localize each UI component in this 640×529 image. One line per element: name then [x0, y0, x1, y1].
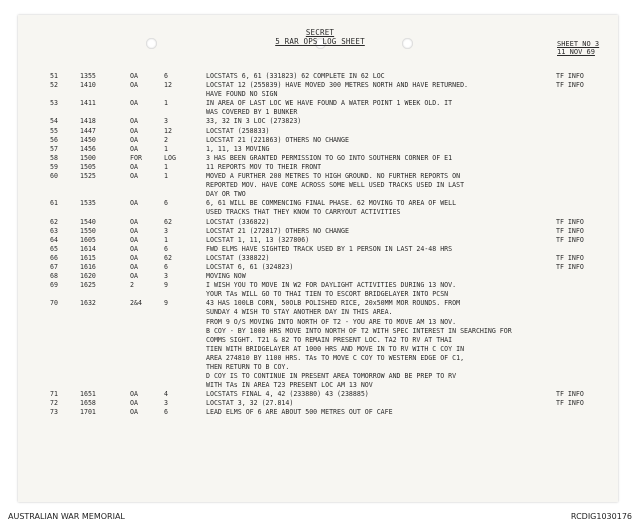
log-row	[0, 345, 640, 354]
to-cell: 4	[164, 390, 168, 399]
serial-number: 57	[50, 144, 58, 153]
from-cell: OA	[130, 126, 138, 135]
log-row	[0, 281, 640, 290]
time-cell: 1355	[80, 72, 96, 80]
serial-number: 52	[50, 81, 58, 90]
to-cell: 62	[164, 253, 172, 262]
sheet-header	[0, 28, 640, 46]
message-text: LOCSTAT 6, 61 (324823)	[206, 262, 294, 271]
log-row	[0, 336, 640, 345]
message-text: LOCSTAT 3, 32 (27.814)	[206, 399, 294, 408]
log-row	[0, 117, 640, 126]
from-cell: OA	[130, 144, 138, 153]
message-text: LOCSTAT 1, 11, 13 (327806)	[206, 235, 310, 244]
to-cell: 3	[164, 272, 168, 281]
time-cell: 1411	[80, 99, 96, 108]
to-cell: 1	[164, 144, 168, 153]
sheet-number	[557, 40, 617, 56]
log-row	[0, 408, 640, 417]
message-text: DAY OR TWO	[206, 190, 246, 199]
time-cell: 1614	[80, 244, 96, 253]
to-cell: 3	[164, 117, 168, 126]
action-cell: TF INFO	[556, 390, 584, 399]
log-row	[0, 272, 640, 281]
serial-number: 71	[50, 390, 58, 399]
time-cell: 1632	[80, 299, 96, 308]
action-cell: TF INFO	[556, 399, 584, 408]
time-cell: 1658	[80, 399, 96, 408]
to-cell: 6	[164, 199, 168, 208]
time-cell: 1550	[80, 226, 96, 235]
to-cell: 62	[164, 217, 172, 226]
log-row	[0, 227, 640, 236]
from-cell: OA	[130, 162, 138, 171]
log-row	[0, 181, 640, 190]
time-cell: 1605	[80, 235, 96, 244]
time-cell: 1540	[80, 217, 96, 226]
log-row	[0, 399, 640, 408]
log-row	[0, 254, 640, 263]
from-cell: FOR	[130, 153, 142, 162]
action-cell: TF INFO	[556, 235, 584, 244]
message-text: 11 REPORTS MOV TO THEIR FRONT	[206, 162, 322, 171]
serial-number: 54	[50, 117, 58, 126]
serial-number: 55	[50, 126, 58, 135]
log-row	[0, 290, 640, 299]
serial-number: 64	[50, 235, 58, 244]
from-cell: OA	[130, 390, 138, 399]
log-row	[0, 263, 640, 272]
footer-source: AUSTRALIAN WAR MEMORIAL	[8, 512, 125, 521]
serial-number: 56	[50, 135, 58, 144]
serial-number: 66	[50, 253, 58, 262]
message-text: 3 HAS BEEN GRANTED PERMISSION TO GO INTO SOUTHERN CORNER OF E1	[206, 153, 453, 162]
serial-number: 62	[50, 217, 58, 226]
message-text: SUNDAY 4 WISH TO STAY ANOTHER DAY IN THIS AREA.	[206, 308, 393, 317]
message-text: COMMS SIGHT. T21 & 82 TO REMAIN PRESENT LOC. TA2 TO RV AT THAI	[206, 335, 453, 344]
message-text: THEN RETURN TO B COY.	[206, 363, 290, 371]
to-cell: 1	[164, 172, 168, 181]
log-row	[0, 372, 640, 381]
serial-number: 60	[50, 172, 58, 181]
time-cell: 1620	[80, 272, 96, 281]
footer-id: RCDIG1030176	[570, 512, 632, 521]
message-text: TIEN WITH BRIDGELAYER AT 1000 HRS AND MOVE IN TO RV WITH C COY IN	[206, 344, 465, 353]
message-text: LOCSTAT 21 (221863) OTHERS NO CHANGE	[206, 135, 349, 144]
message-text: LOCSTAT (336822)	[206, 217, 270, 226]
time-cell: 1418	[80, 117, 96, 126]
action-cell: TF INFO	[556, 253, 584, 262]
message-text: MOVING NOW	[206, 272, 246, 281]
time-cell: 1500	[80, 153, 96, 162]
serial-number: 53	[50, 99, 58, 108]
message-text: LOCSTAT 12 (255839) HAVE MOVED 300 METRES NORTH AND HAVE RETURNED.	[206, 81, 469, 90]
serial-number: 58	[50, 153, 58, 162]
from-cell: OA	[130, 172, 138, 181]
from-cell: OA	[130, 272, 138, 281]
message-text: I WISH YOU TO MOVE IN W2 FOR DAYLIGHT ACTIVITIES DURING 13 NOV.	[206, 281, 457, 290]
time-cell: 1456	[80, 144, 96, 153]
serial-number: 73	[50, 408, 58, 417]
message-text: USED TRACKS THAT THEY KNOW TO CARRYOUT ACTIVITIES	[206, 208, 401, 217]
time-cell: 1447	[80, 126, 96, 135]
from-cell: OA	[130, 135, 138, 144]
to-cell: 2	[164, 135, 168, 144]
message-text: 43 HAS 100LB CORN, 50OLB POLISHED RICE, 20x50MM MOR ROUNDS. FROM	[206, 299, 461, 308]
action-cell: TF INFO	[556, 72, 584, 80]
log-row	[0, 354, 640, 363]
message-text: WITH TAs IN AREA T23 PRESENT LOC AM 13 NOV	[206, 381, 373, 390]
log-row	[0, 108, 640, 117]
message-text: YOUR TAs WILL GO TO THAI TIEN TO ESCORT BRIDGELAYER INTO PCSN	[206, 290, 449, 299]
from-cell: 2&4	[130, 299, 142, 308]
serial-number: 72	[50, 399, 58, 408]
log-row	[0, 81, 640, 90]
message-text: LEAD ELMS OF 6 ARE ABOUT 500 METRES OUT OF CAFE	[206, 408, 393, 417]
serial-number: 63	[50, 226, 58, 235]
log-row	[0, 236, 640, 245]
log-row	[0, 154, 640, 163]
serial-number: 70	[50, 299, 58, 308]
from-cell: OA	[130, 217, 138, 226]
log-row	[0, 308, 640, 317]
action-cell: TF INFO	[556, 226, 584, 235]
log-row	[0, 381, 640, 390]
message-text: LOCSTATS FINAL 4, 42 (233880) 43 (238885)	[206, 390, 369, 399]
from-cell: OA	[130, 81, 138, 90]
to-cell: 9	[164, 299, 168, 308]
from-cell: OA	[130, 72, 138, 80]
to-cell: 6	[164, 262, 168, 271]
message-text: D COY IS TO CONTINUE IN PRESENT AREA TOMORROW AND BE PREP TO RV	[206, 372, 457, 381]
time-cell: 1651	[80, 390, 96, 399]
message-text: REPORTED MOV. HAVE COME ACROSS SOME WELL USED TRACKS USED IN LAST	[206, 181, 465, 190]
time-cell: 1505	[80, 162, 96, 171]
log-row	[0, 318, 640, 327]
time-cell: 1535	[80, 199, 96, 208]
serial-number: 65	[50, 244, 58, 253]
log-row	[0, 99, 640, 108]
to-cell: 1	[164, 235, 168, 244]
log-row	[0, 127, 640, 136]
message-text: LOCSTAT (338822)	[206, 253, 270, 262]
serial-number: 61	[50, 199, 58, 208]
time-cell: 1525	[80, 172, 96, 181]
log-row	[0, 145, 640, 154]
log-row	[0, 72, 640, 81]
log-row	[0, 199, 640, 208]
from-cell: 2	[130, 281, 134, 290]
to-cell: 3	[164, 399, 168, 408]
message-text: MOVED A FURTHER 200 METRES TO HIGH GROUND. NO FURTHER REPORTS ON	[206, 172, 461, 181]
time-cell: 1701	[80, 408, 96, 417]
from-cell: OA	[130, 199, 138, 208]
message-text: WAS COVERED BY 1 BUNKER	[206, 108, 298, 117]
log-row	[0, 245, 640, 254]
from-cell: OA	[130, 117, 138, 126]
serial-number: 67	[50, 262, 58, 271]
message-text: 6, 61 WILL BE COMMENCING FINAL PHASE. 62 MOVING TO AREA OF WELL	[206, 199, 457, 208]
time-cell: 1450	[80, 135, 96, 144]
message-text: LOCSTAT (258833)	[206, 126, 270, 135]
to-cell: 12	[164, 81, 172, 90]
log-row	[0, 163, 640, 172]
to-cell: 3	[164, 226, 168, 235]
message-text: AREA 274810 BY 1100 HRS. TAs TO MOVE C COY TO WESTERN EDGE OF C1,	[206, 353, 465, 362]
from-cell: OA	[130, 399, 138, 408]
classification: SECRET	[305, 28, 335, 37]
log-row	[0, 299, 640, 308]
log-row	[0, 327, 640, 336]
to-cell: LOG	[164, 153, 176, 162]
to-cell: 6	[164, 408, 168, 417]
to-cell: 6	[164, 244, 168, 253]
sheet-date: 11 NOV 69	[557, 48, 595, 56]
log-entries	[0, 72, 640, 418]
message-text: 33, 32 IN 3 LOC (273823)	[206, 117, 302, 126]
from-cell: OA	[130, 244, 138, 253]
serial-number: 69	[50, 281, 58, 290]
to-cell: 12	[164, 126, 172, 135]
message-text: LOCSTAT 21 (272817) OTHERS NO CHANGE	[206, 226, 349, 235]
log-row	[0, 190, 640, 199]
log-row	[0, 390, 640, 399]
to-cell: 1	[164, 99, 168, 108]
time-cell: 1625	[80, 281, 96, 290]
message-text: FROM 9 O/S MOVING INTO NORTH OF T2 - YOU ARE TO MOVE AM 13 NOV.	[206, 317, 457, 326]
message-text: LOCSTATS 6, 61 (331823) 62 COMPLETE IN 62 LOC	[206, 72, 385, 80]
message-text: IN AREA OF LAST LOC WE HAVE FOUND A WATER POINT 1 WEEK OLD. IT	[206, 99, 453, 108]
from-cell: OA	[130, 408, 138, 417]
sheet-number-label: SHEET NO 3	[557, 40, 600, 48]
message-text: FWD ELMS HAVE SIGHTED TRACK USED BY 1 PERSON IN LAST 24-48 HRS	[206, 244, 453, 253]
action-cell: TF INFO	[556, 217, 584, 226]
to-cell: 9	[164, 281, 168, 290]
from-cell: OA	[130, 99, 138, 108]
sheet-title: 5 RAR OPS LOG SHEET	[275, 37, 365, 46]
from-cell: OA	[130, 226, 138, 235]
from-cell: OA	[130, 253, 138, 262]
action-cell: TF INFO	[556, 81, 584, 90]
action-cell: TF INFO	[556, 262, 584, 271]
from-cell: OA	[130, 235, 138, 244]
serial-number: 59	[50, 162, 58, 171]
serial-number: 51	[50, 72, 58, 80]
log-row	[0, 90, 640, 99]
time-cell: 1410	[80, 81, 96, 90]
time-cell: 1615	[80, 253, 96, 262]
serial-number: 68	[50, 272, 58, 281]
message-text: 1, 11, 13 MOVING	[206, 144, 270, 153]
log-row	[0, 172, 640, 181]
message-text: B COY - BY 1000 HRS MOVE INTO NORTH OF T2 WITH SPEC INTEREST IN SEARCHING FOR	[206, 326, 512, 335]
time-cell: 1616	[80, 262, 96, 271]
log-row	[0, 208, 640, 217]
to-cell: 6	[164, 72, 168, 80]
log-row	[0, 218, 640, 227]
message-text: HAVE FOUND NO SIGN	[206, 90, 278, 99]
to-cell: 1	[164, 162, 168, 171]
log-row	[0, 136, 640, 145]
log-row	[0, 363, 640, 372]
from-cell: OA	[130, 262, 138, 271]
